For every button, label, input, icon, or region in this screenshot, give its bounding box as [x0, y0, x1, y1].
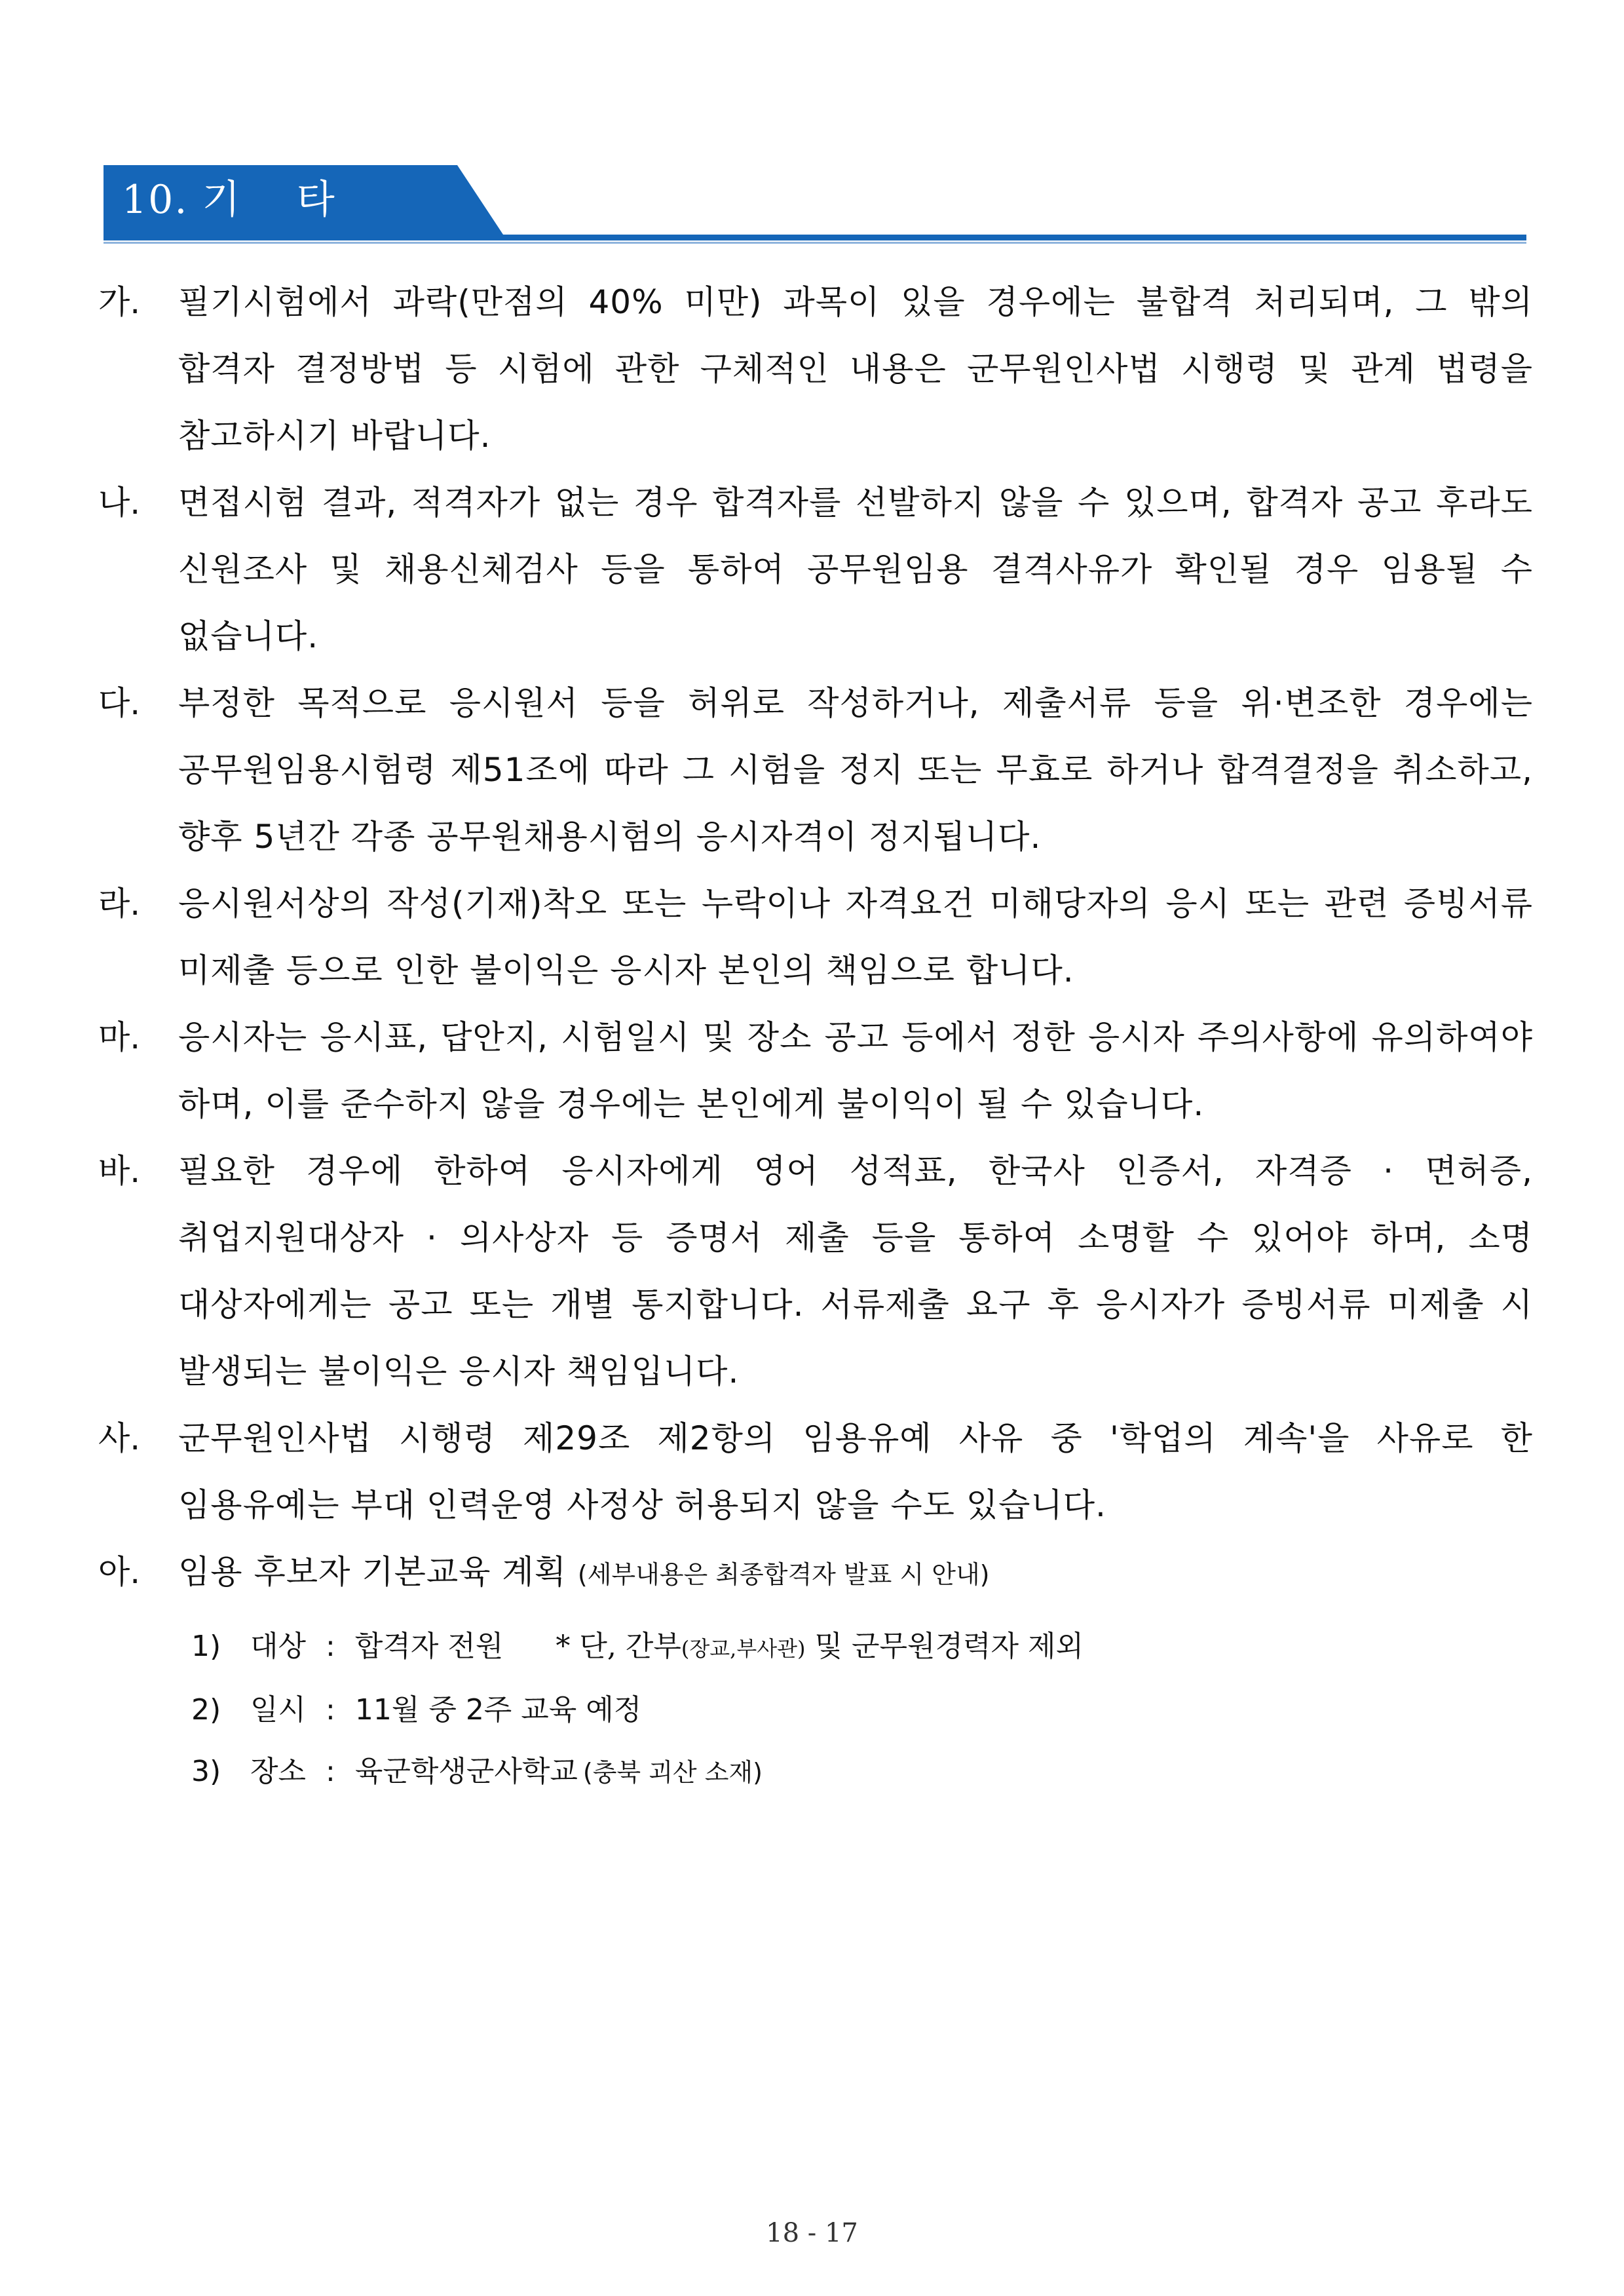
training-title: 임용 후보자 기본교육 계획	[178, 1553, 567, 1591]
note-suffix: 및 군무원경력자 제외	[814, 1630, 1084, 1663]
item-label: 마.	[98, 1018, 141, 1056]
row-colon: :	[326, 1693, 335, 1727]
item-label: 아.	[98, 1553, 141, 1591]
item-label: 라.	[98, 885, 141, 923]
notice-item-ga	[98, 269, 1533, 469]
training-details	[191, 1616, 1533, 1803]
item-label: 가.	[98, 283, 141, 321]
item-text: 응시원서상의 작성(기재)착오 또는 누락이나 자격요건 미해당자의 응시 또는 관련 증빙서류 미제출 등으로 인한 불이익은 응시자 본인의 책임으로 합니다.	[178, 885, 1533, 989]
notice-item-ma	[98, 1004, 1533, 1138]
row-value: 육군학생군사학교	[354, 1755, 578, 1788]
training-row-target	[191, 1616, 1533, 1679]
section-header-rule	[104, 235, 1526, 240]
row-number: 1)	[191, 1630, 221, 1663]
section-title: 10. 기 타	[122, 177, 336, 223]
row-number: 2)	[191, 1693, 221, 1727]
row-colon: :	[326, 1630, 335, 1663]
row-key: 대상	[250, 1630, 307, 1663]
item-text: 면접시험 결과, 적격자가 없는 경우 합격자를 선발하지 않을 수 있으며, 합격자 공고 후라도 신원조사 및 채용신체검사 등을 통하여 공무원임용 결격사유가 확인될 경우 임용될 수 없습니다.	[178, 484, 1533, 655]
item-text: 응시자는 응시표, 답안지, 시험일시 및 장소 공고 등에서 정한 응시자 주의사항에 유의하여야 하며, 이를 준수하지 않을 경우에는 본인에게 불이익이 될 수 있습니다.	[178, 1018, 1533, 1123]
item-text: 필요한 경우에 한하여 응시자에게 영어 성적표, 한국사 인증서, 자격증 · 면허증, 취업지원대상자 · 의사상자 등 증명서 제출 등을 통하여 소명할 수 있어야 하며, 소명 대상자에게는 공고 또는 개별 통지합니다. 서류제출 요구 후 응시자가 증빙서류 미제출 시 발생되는 불이익은 응시자 책임입니다.	[178, 1152, 1533, 1390]
row-extra: (충북 괴산 소재)	[582, 1758, 763, 1787]
row-colon: :	[326, 1755, 335, 1788]
training-note: (세부내용은 최종합격자 발표 시 안내)	[577, 1560, 990, 1589]
item-label: 사.	[98, 1419, 141, 1457]
section-header-rule-thin	[104, 242, 1526, 244]
note-small: (장교,부사관)	[681, 1636, 806, 1661]
training-row-location	[191, 1741, 1533, 1803]
notice-item-a-training	[98, 1539, 1533, 1608]
row-value: 11월 중 2주 교육 예정	[354, 1693, 642, 1727]
item-label: 나.	[98, 484, 141, 522]
notice-item-sa	[98, 1405, 1533, 1539]
item-text: 군무원인사법 시행령 제29조 제2항의 임용유예 사유 중 '학업의 계속'을 사유로 한 임용유예는 부대 인력운영 사정상 허용되지 않을 수도 있습니다.	[178, 1419, 1533, 1524]
row-key: 장소	[250, 1755, 307, 1788]
row-note	[556, 1616, 1084, 1679]
item-label: 바.	[98, 1152, 141, 1190]
row-value: 합격자 전원	[354, 1630, 504, 1663]
training-heading	[178, 1539, 1533, 1608]
item-text: 필기시험에서 과락(만점의 40% 미만) 과목이 있을 경우에는 불합격 처리되며, 그 밖의 합격자 결정방법 등 시험에 관한 구체적인 내용은 군무원인사법 시행령 및 관계 법령을 참고하시기 바랍니다.	[178, 283, 1533, 455]
row-number: 3)	[191, 1755, 221, 1788]
page-number: 18 - 17	[766, 2218, 858, 2248]
note-prefix: * 단, 간부	[556, 1630, 681, 1663]
item-label: 다.	[98, 684, 141, 722]
item-text: 부정한 목적으로 응시원서 등을 허위로 작성하거나, 제출서류 등을 위·변조한 경우에는 공무원임용시험령 제51조에 따라 그 시험을 정지 또는 무효로 하거나 합격결정을 취소하고, 향후 5년간 각종 공무원채용시험의 응시자격이 정지됩니다.	[178, 684, 1533, 856]
notice-content	[98, 269, 1533, 1803]
notice-item-ba	[98, 1138, 1533, 1405]
row-key: 일시	[250, 1693, 307, 1727]
notice-item-da	[98, 670, 1533, 870]
training-row-schedule	[191, 1679, 1533, 1741]
notice-item-ra	[98, 870, 1533, 1004]
notice-item-na	[98, 469, 1533, 670]
